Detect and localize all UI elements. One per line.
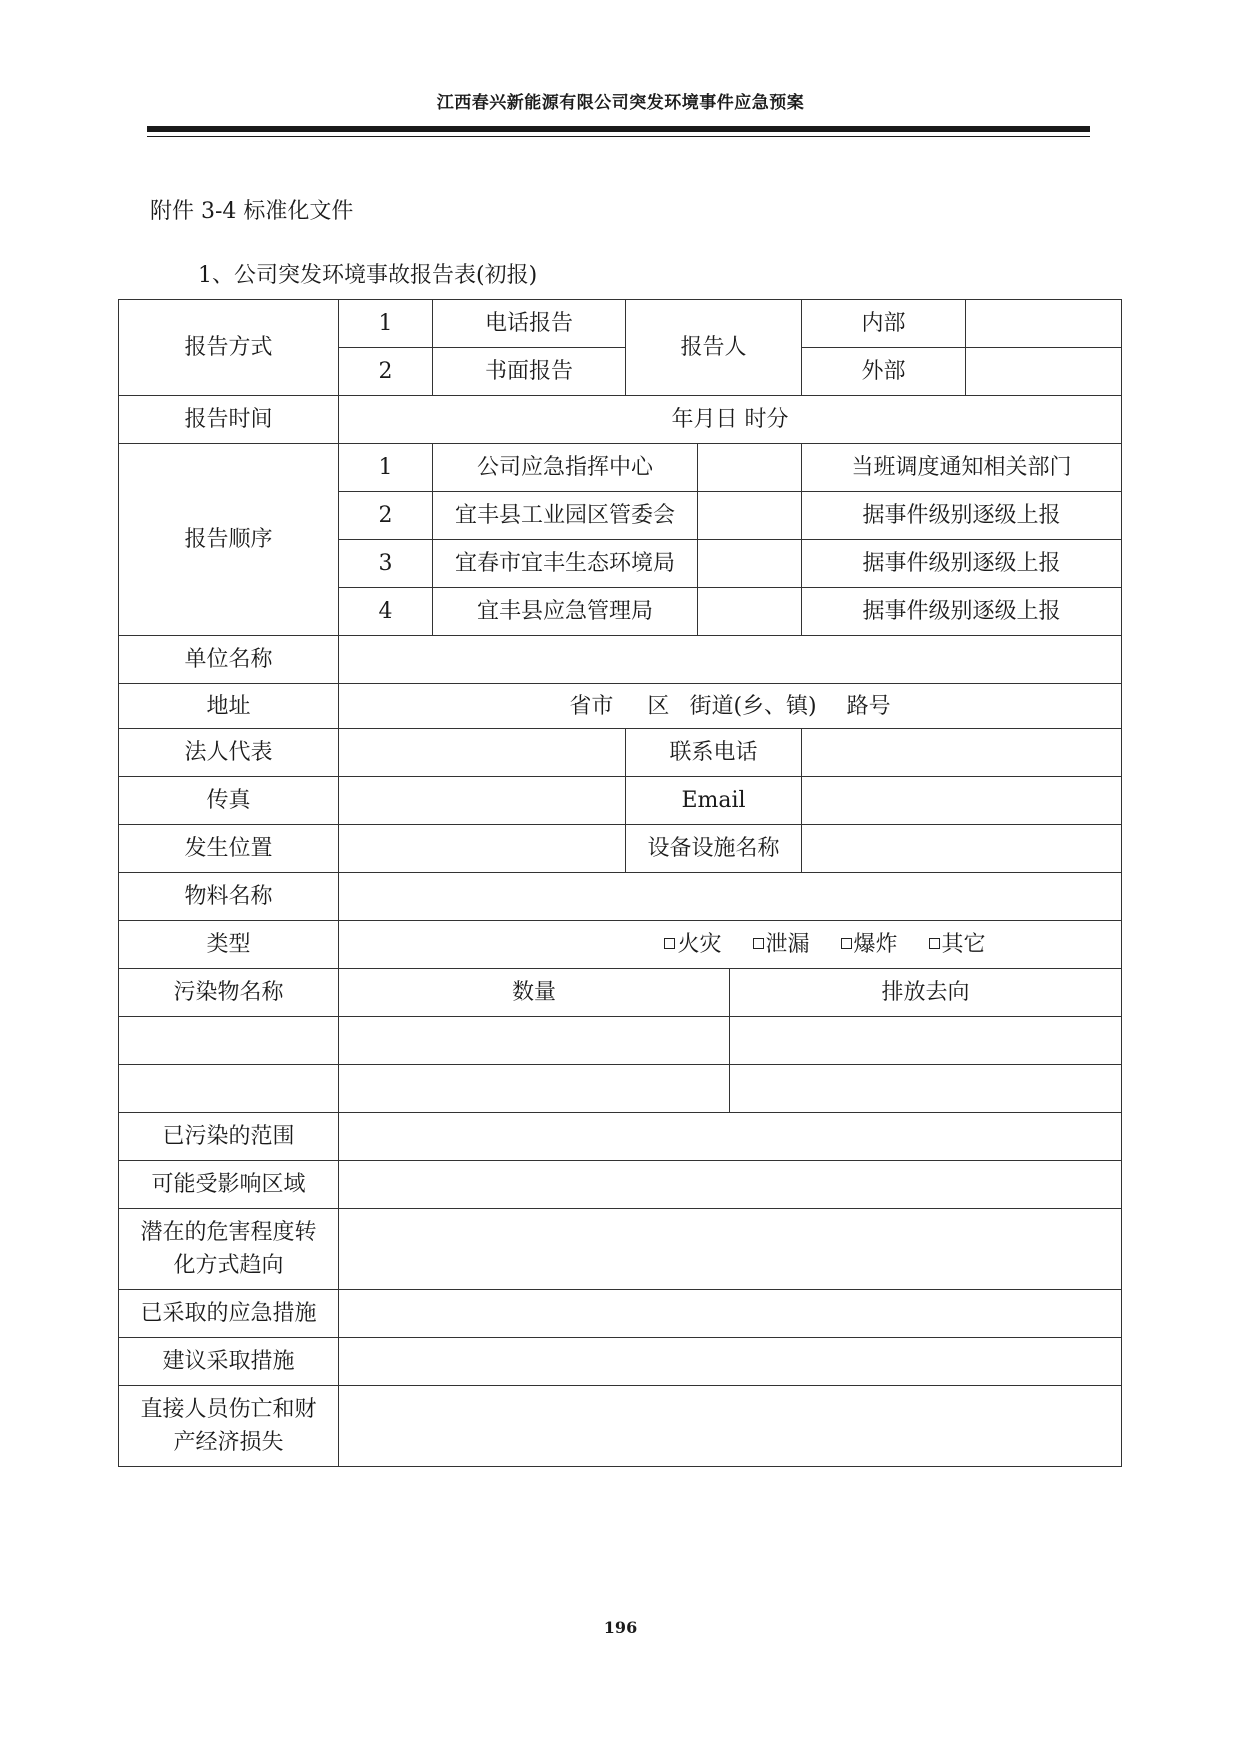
- location-field[interactable]: [339, 825, 626, 873]
- report-order-field[interactable]: [698, 444, 802, 492]
- material-row: [119, 873, 1122, 921]
- report-time-row: [119, 396, 1122, 444]
- report-method-num: 2: [339, 348, 433, 396]
- report-time-field[interactable]: 年月日 时分: [339, 396, 1122, 444]
- report-order-org: 公司应急指挥中心: [433, 444, 698, 492]
- report-order-org: 宜丰县工业园区管委会: [433, 492, 698, 540]
- measures-taken-field[interactable]: [339, 1290, 1122, 1338]
- fax-label: 传真: [119, 777, 339, 825]
- polluted-range-field[interactable]: [339, 1113, 1122, 1161]
- unit-name-label: 单位名称: [119, 636, 339, 684]
- report-order-org: 宜春市宜丰生态环境局: [433, 540, 698, 588]
- report-method-row-1: [119, 300, 1122, 348]
- pollutant-name-field[interactable]: [119, 1017, 339, 1065]
- address-field[interactable]: [339, 684, 1122, 729]
- attachment-title: 附件 3-4 标准化文件: [150, 199, 354, 224]
- unit-name-row: [119, 636, 1122, 684]
- report-order-label: 报告顺序: [119, 444, 339, 636]
- report-order-field[interactable]: [698, 588, 802, 636]
- polluted-range-row: [119, 1113, 1122, 1161]
- affected-area-label: 可能受影响区域: [119, 1161, 339, 1209]
- type-option-explosion[interactable]: 爆炸: [841, 932, 898, 957]
- phone-label: 联系电话: [626, 729, 802, 777]
- reporter-label: 报告人: [626, 300, 802, 396]
- report-order-row: [119, 444, 1122, 492]
- suggested-measures-field[interactable]: [339, 1338, 1122, 1386]
- location-label: 发生位置: [119, 825, 339, 873]
- email-label: Email: [626, 777, 802, 825]
- type-row: [119, 921, 1122, 969]
- reporter-external-field[interactable]: [966, 348, 1122, 396]
- report-method-text: 书面报告: [433, 348, 626, 396]
- report-order-action: 当班调度通知相关部门: [802, 444, 1122, 492]
- report-method-label: 报告方式: [119, 300, 339, 396]
- legal-rep-label: 法人代表: [119, 729, 339, 777]
- fax-field[interactable]: [339, 777, 626, 825]
- type-option-fire[interactable]: 火灾: [664, 932, 721, 957]
- report-order-field[interactable]: [698, 492, 802, 540]
- address-label: 地址: [119, 684, 339, 729]
- report-order-num: 4: [339, 588, 433, 636]
- equipment-field[interactable]: [802, 825, 1122, 873]
- affected-area-row: [119, 1161, 1122, 1209]
- reporter-internal-field[interactable]: [966, 300, 1122, 348]
- document-header: 江西春兴新能源有限公司突发环境事件应急预案: [436, 93, 805, 113]
- fax-row: [119, 777, 1122, 825]
- page-number: 196: [603, 1618, 638, 1637]
- email-field[interactable]: [802, 777, 1122, 825]
- report-order-action: 据事件级别逐级上报: [802, 540, 1122, 588]
- address-road: 路号: [846, 693, 891, 719]
- report-order-action: 据事件级别逐级上报: [802, 492, 1122, 540]
- direction-label: 排放去向: [730, 969, 1122, 1017]
- casualties-field[interactable]: [339, 1386, 1122, 1467]
- pollutant-label: 污染物名称: [119, 969, 339, 1017]
- quantity-field[interactable]: [339, 1065, 730, 1113]
- pollutant-row: [119, 1017, 1122, 1065]
- checkbox-icon[interactable]: [841, 938, 852, 949]
- reporter-external-label: 外部: [802, 348, 966, 396]
- potential-hazard-field[interactable]: [339, 1209, 1122, 1290]
- material-field[interactable]: [339, 873, 1122, 921]
- header-rule: [147, 126, 1090, 132]
- measures-taken-row: [119, 1290, 1122, 1338]
- potential-hazard-label: 潜在的危害程度转 化方式趋向: [119, 1209, 339, 1290]
- report-method-num: 1: [339, 300, 433, 348]
- report-time-label: 报告时间: [119, 396, 339, 444]
- equipment-label: 设备设施名称: [626, 825, 802, 873]
- casualties-row: [119, 1386, 1122, 1467]
- report-order-num: 3: [339, 540, 433, 588]
- type-option-other[interactable]: 其它: [929, 932, 986, 957]
- address-province: 省市: [569, 693, 614, 719]
- direction-field[interactable]: [730, 1065, 1122, 1113]
- pollutant-header-row: [119, 969, 1122, 1017]
- suggested-measures-label: 建议采取措施: [119, 1338, 339, 1386]
- address-district: 区: [647, 693, 670, 719]
- casualties-label: 直接人员伤亡和财 产经济损失: [119, 1386, 339, 1467]
- direction-field[interactable]: [730, 1017, 1122, 1065]
- report-order-field[interactable]: [698, 540, 802, 588]
- checkbox-icon[interactable]: [753, 938, 764, 949]
- location-row: [119, 825, 1122, 873]
- report-order-num: 2: [339, 492, 433, 540]
- report-order-action: 据事件级别逐级上报: [802, 588, 1122, 636]
- unit-name-field[interactable]: [339, 636, 1122, 684]
- phone-field[interactable]: [802, 729, 1122, 777]
- reporter-internal-label: 内部: [802, 300, 966, 348]
- checkbox-icon[interactable]: [929, 938, 940, 949]
- pollutant-name-field[interactable]: [119, 1065, 339, 1113]
- form-title: 1、公司突发环境事故报告表(初报): [198, 263, 538, 288]
- type-options: [339, 921, 1122, 969]
- type-option-leak[interactable]: 泄漏: [753, 932, 810, 957]
- type-label: 类型: [119, 921, 339, 969]
- affected-area-field[interactable]: [339, 1161, 1122, 1209]
- polluted-range-label: 已污染的范围: [119, 1113, 339, 1161]
- report-method-text: 电话报告: [433, 300, 626, 348]
- quantity-label: 数量: [339, 969, 730, 1017]
- quantity-field[interactable]: [339, 1017, 730, 1065]
- report-order-num: 1: [339, 444, 433, 492]
- address-row: [119, 684, 1122, 729]
- address-street: 街道(乡、镇): [689, 693, 817, 719]
- pollutant-row: [119, 1065, 1122, 1113]
- legal-rep-row: [119, 729, 1122, 777]
- checkbox-icon[interactable]: [664, 938, 675, 949]
- legal-rep-field[interactable]: [339, 729, 626, 777]
- header-rule-thin: [147, 136, 1090, 137]
- suggested-measures-row: [119, 1338, 1122, 1386]
- report-order-org: 宜丰县应急管理局: [433, 588, 698, 636]
- incident-report-form: [118, 299, 1122, 1467]
- potential-hazard-row: [119, 1209, 1122, 1290]
- material-label: 物料名称: [119, 873, 339, 921]
- measures-taken-label: 已采取的应急措施: [119, 1290, 339, 1338]
